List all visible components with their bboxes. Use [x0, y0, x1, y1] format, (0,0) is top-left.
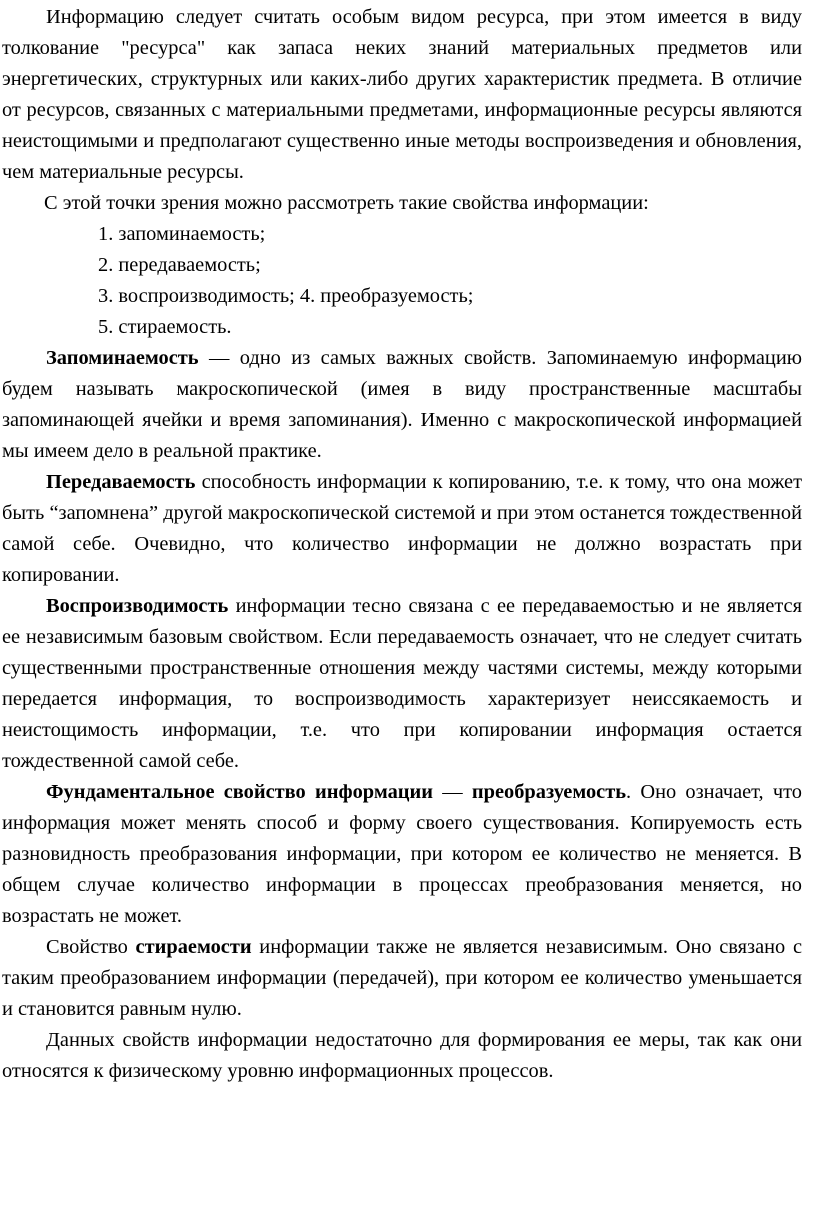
properties-lead-paragraph: С этой точки зрения можно рассмотреть такие свойства информации: [44, 192, 649, 214]
transformability-term: преобразуемость [471, 781, 627, 803]
reproducibility-paragraph [2, 591, 802, 777]
closing-paragraph: Данных свойств информации недостаточно для формирования ее меры, так как они относятся к физическому уровню информационных процессов. [2, 1029, 802, 1082]
memorability-paragraph [2, 343, 802, 467]
list-item: 1. запоминаемость; [98, 223, 266, 245]
transferability-term: Передаваемость [46, 471, 196, 493]
erasability-prefix: Свойство [46, 936, 136, 958]
fundamental-dash: — [433, 781, 472, 803]
erasability-paragraph [2, 932, 802, 1025]
list-item: 3. воспроизводимость; 4. преобразуемость; [98, 285, 474, 307]
list-item: 5. стираемость. [98, 316, 232, 338]
fundamental-text: . Оно означает, что информация может менять способ и форму своего существования. Копируемость есть разновидность преобразования информации, при котором ее количество не меняется. В общем случае количество информации в процессах преобразования меняется, но возрастать не может. [2, 781, 802, 927]
reproducibility-text: информации тесно связана с ее передаваемостью и не является ее независимым базовым свойством. Если передаваемость означает, что не следует считать существенными пространственные отношения между частями системы, между которыми передается информация, то воспроизводимость характеризует неиссякаемость и неистощимость информации, т.е. что при копировании информация остается тождественной самой себе. [2, 595, 802, 772]
memorability-term: Запоминаемость [46, 347, 199, 369]
fundamental-term: Фундаментальное свойство информации [46, 781, 434, 803]
list-item: 2. передаваемость; [98, 254, 261, 276]
properties-list [2, 219, 802, 343]
erasability-term: стираемости [135, 936, 252, 958]
reproducibility-term: Воспроизводимость [46, 595, 229, 617]
memorability-text: — одно из самых важных свойств. Запоминаемую информацию будем называть макроскопической (имея в виду пространственные масштабы запоминающей ячейки и время запоминания). Именно с макроскопической информацией мы имеем дело в реальной практике. [2, 347, 802, 462]
transferability-text: способность информации к копированию, т.е. к тому, что она может быть “запомнена” другой макроскопической системой и при этом останется тождественной самой себе. Очевидно, что количество информации не должно возрастать при копировании. [2, 471, 802, 586]
fundamental-paragraph [2, 777, 802, 932]
erasability-text: информации также не является независимым. Оно связано с таким преобразованием информации (передачей), при котором ее количество уменьшается и становится равным нулю. [2, 936, 802, 1020]
intro-paragraph: Информацию следует считать особым видом ресурса, при этом имеется в виду толкование "ресурса" как запаса неких знаний материальных предметов или энергетических, структурных или каких-либо других характеристик предмета. В отличие от ресурсов, связанных с материальными предметами, информационные ресурсы являются неистощимыми и предполагают существенно иные методы воспроизведения и обновления, чем материальные ресурсы. [2, 6, 802, 183]
transferability-paragraph [2, 467, 802, 591]
